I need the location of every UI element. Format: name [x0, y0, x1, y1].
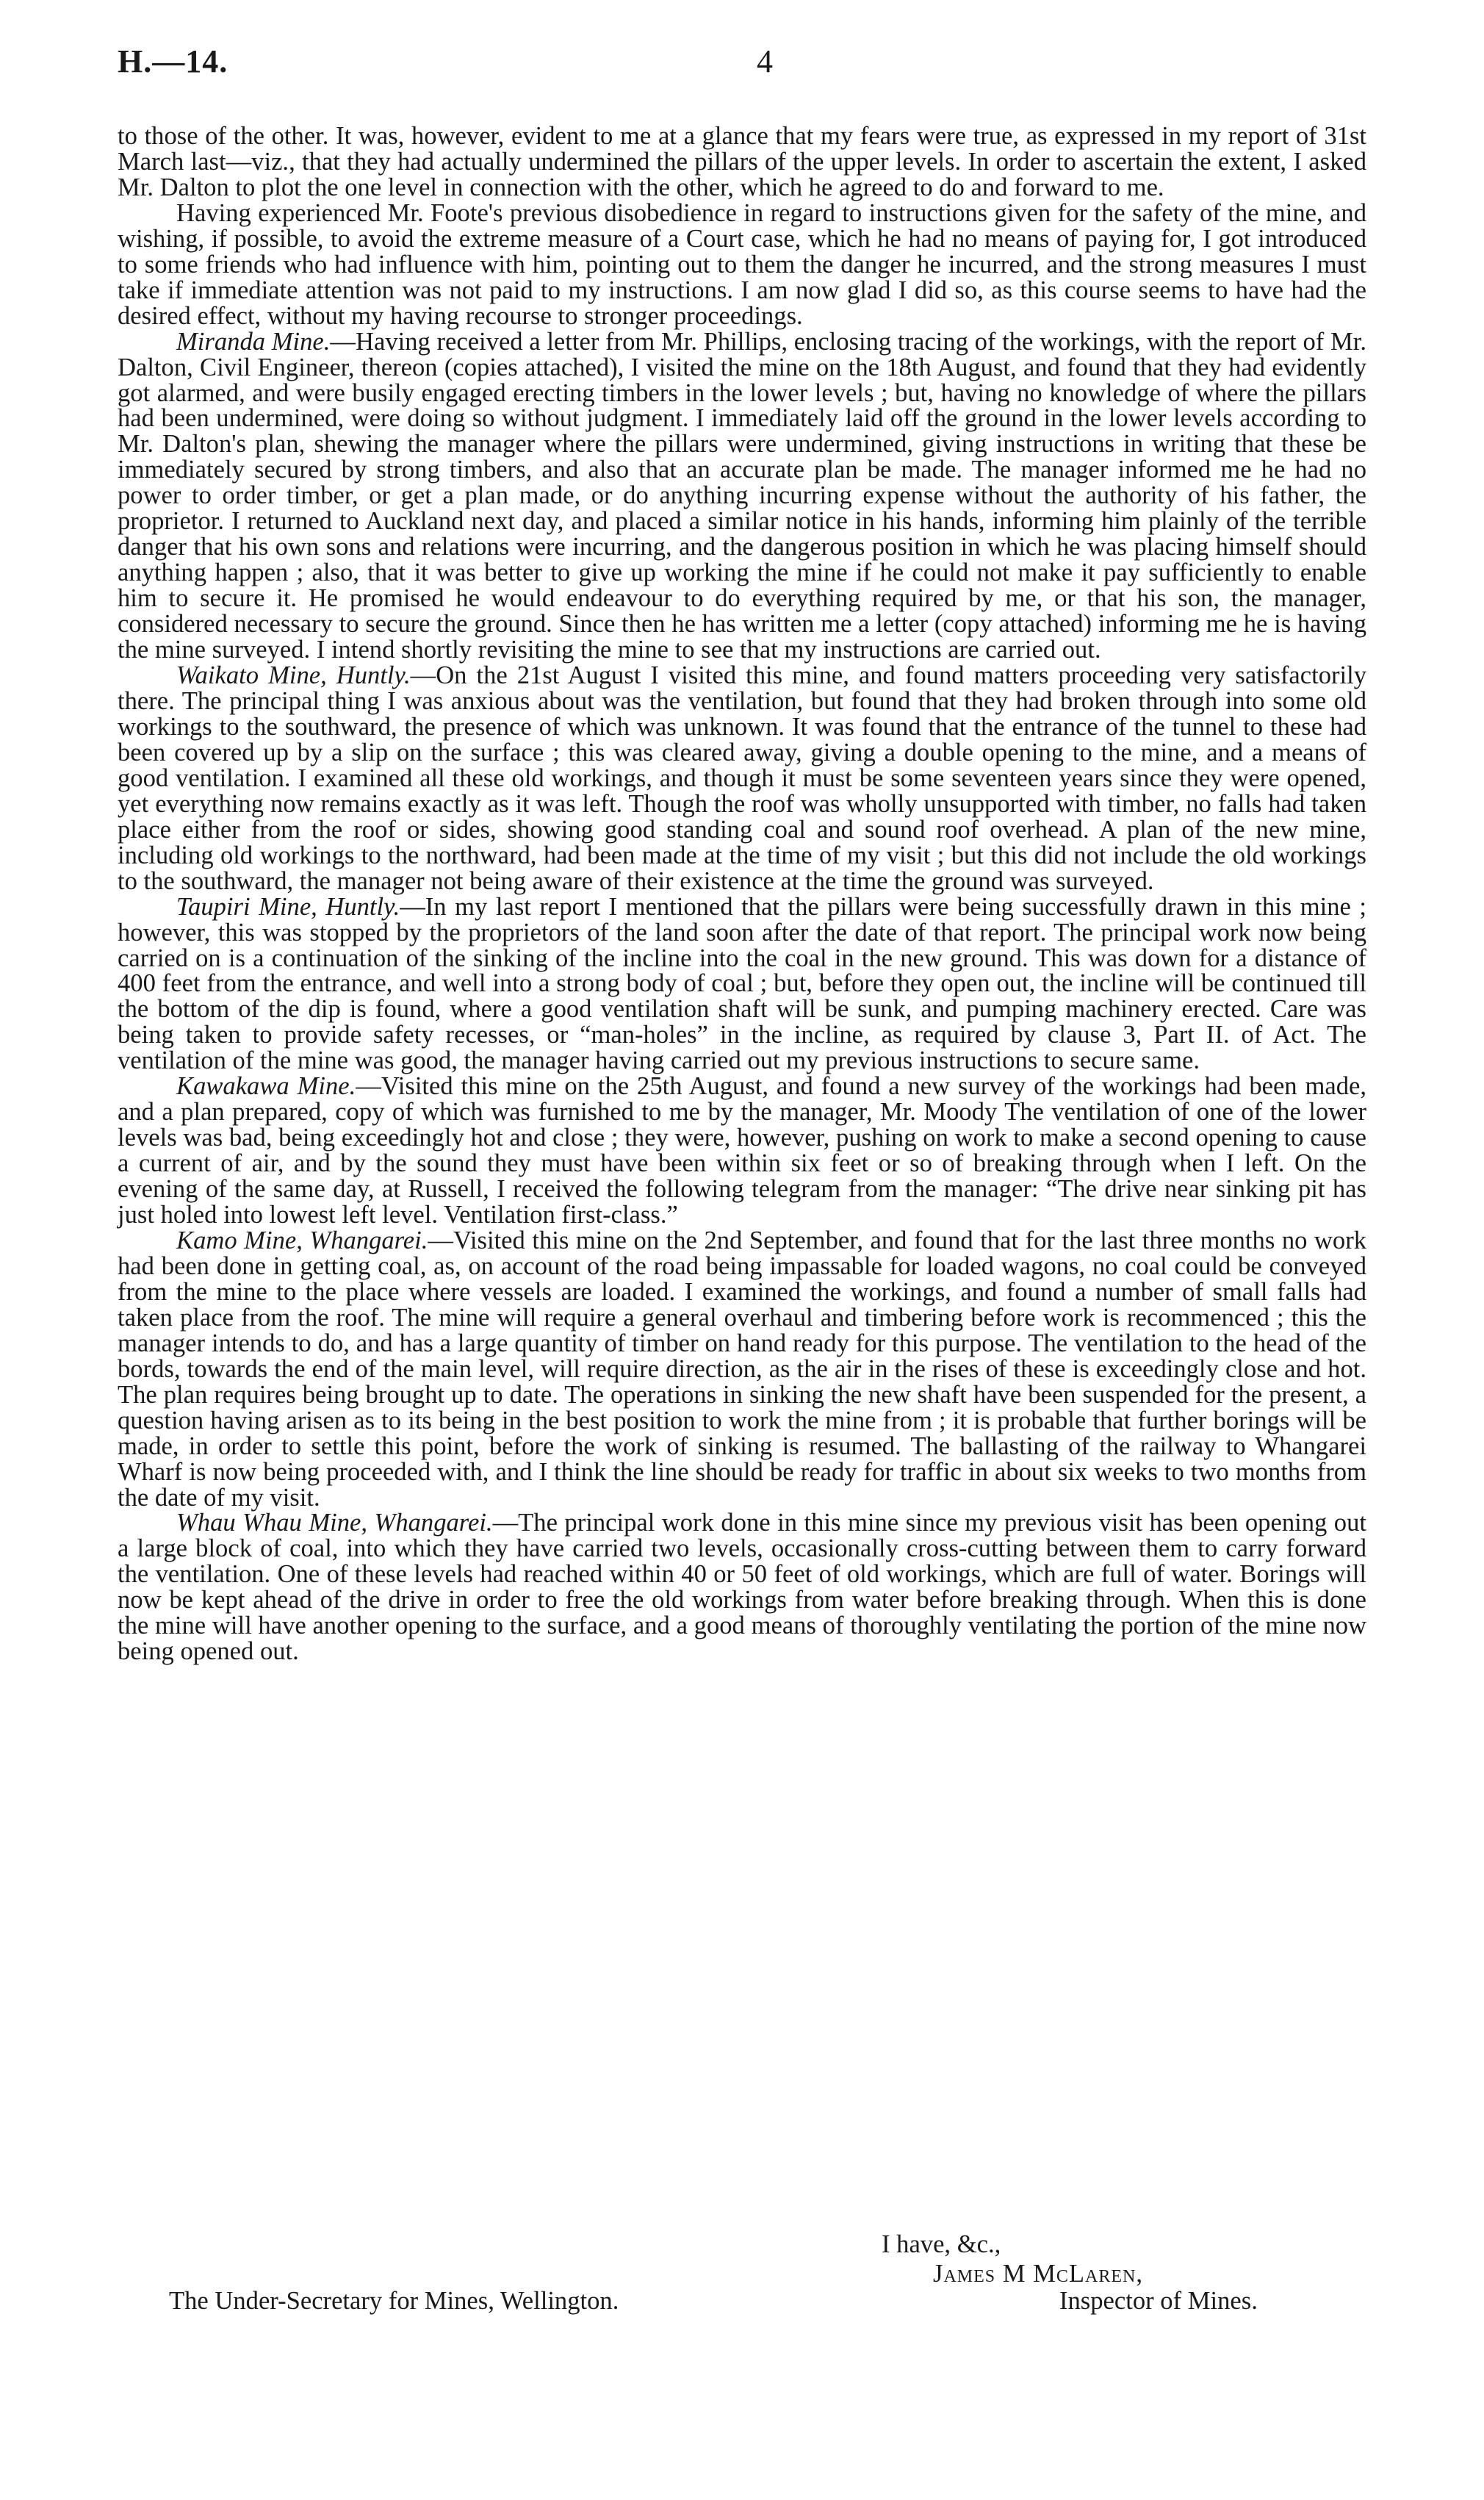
paragraph-text: —In my last report I mentioned that the pillars were being successfully drawn in this mine ; however, this was stopped by the proprietors of the land soon after the date of that report. The principal work now being carried on is a continuation of the sinking of the incline into the coal in the new ground. This was down for a distance of 400 feet from the entrance, and well into a strong body of coal ; but, before they open out, the incline will be continued till the bottom of the dip is found, where a good ventilation shaft will be sunk, and pumping machinery erected. Care was being taken to provide safety recesses, or “man-holes” in the incline, as required by clause 3, Part II. of Act. The ventilation of the mine was good, the manager having carried out my previous instructions to secure same.: [118, 892, 1367, 1075]
paragraph-waikato-mine: [118, 663, 1366, 894]
paragraph-text: —On the 21st August I visited this mine, and found matters proceeding very satisfactorily there. The principal thing I was anxious about was the ventilation, but found that they had broken through into some old workings to the southward, the presence of which was unknown. It was found that the entrance of the tunnel to these had been covered up by a slip on the surface ; this was cleared away, giving a double opening to the mine, and a means of good ventilation. I examined all these old workings, and though it must be some seventeen years since they were opened, yet everything now remains exactly as it was left. Though the roof was wholly unsupported with timber, no falls had taken place either from the roof or sides, showing good standing coal and sound roof overhead. A plan of the new mine, including old workings to the northward, had been made at the time of my visit ; but this did not include the old workings to the southward, the manager not being aware of their existence at the time the ground was surveyed.: [118, 661, 1366, 895]
paragraph-foote: [118, 198, 1366, 330]
signatory-title: Inspector of Mines.: [1059, 2287, 1258, 2315]
page-number: 4: [757, 43, 773, 79]
paragraph-text: to those of the other. It was, however, evident to me at a glance that my fears were true, as expressed in my report of 31st March last—viz., that they had actually undermined the pillars of the upper levels. In order to ascertain the extent, I asked Mr. Dalton to plot the one level in connection with the other, which he agreed to do and forward to me.: [118, 122, 1366, 201]
signatory-name: James M McLaren,: [933, 2260, 1144, 2288]
paragraph-continuation: [118, 123, 1366, 201]
mine-heading: Kawakawa Mine.: [176, 1072, 356, 1101]
mine-heading: Waikato Mine, Huntly.: [176, 661, 411, 690]
mine-heading: Kamo Mine, Whangarei.: [176, 1226, 428, 1254]
page-header: [118, 43, 1366, 87]
mine-heading: Taupiri Mine, Huntly.: [176, 892, 400, 921]
paragraph-text: —Visited this mine on the 25th August, and found a new survey of the workings had been made, and a plan prepared, copy of which was furnished to me by the manager, Mr. Moody The ventilation of one of the lower levels was bad, being exceedingly hot and close ; they were, however, pushing on work to make a second opening to cause a current of air, and by the sound they must have been within six feet or so of breaking through when I left. On the evening of the same day, at Russell, I received the following telegram from the manager: “The drive near sinking pit has just holed into lowest left level. Ventilation first-class.”: [118, 1072, 1367, 1229]
paragraph-taupiri-mine: [118, 894, 1366, 1074]
document-reference: H.—14.: [118, 43, 228, 79]
paragraph-text: —Visited this mine on the 2nd September, and found that for the last three months no work had been done in getting coal, as, on account of the road being impassable for loaded wagons, no coal could be conveyed from the mine to the place where vessels are loaded. I examined the workings, and found a number of small falls had taken place from the roof. The mine will require a general overhaul and timbering before work is recommenced ; this the manager intends to do, and has a large quantity of timber on hand ready for this purpose. The ventilation to the head of the bords, towards the end of the main level, will require direction, as the air in the rises of these is exceedingly close and hot. The plan requires being brought up to date. The operations in sinking the new shaft have been suspended for the present, a question having arisen as to its being in the best position to work the mine from ; it is probable that further borings will be made, in order to settle this point, before the work of sinking is resumed. The ballasting of the railway to Whangarei Wharf is now being proceeded with, and I think the line should be ready for traffic in about six weeks to two months from the date of my visit.: [118, 1226, 1366, 1512]
closing-phrase: I have, &c.,: [882, 2230, 1001, 2258]
paragraph-kamo-mine: [118, 1228, 1366, 1510]
paragraph-whau-whau-mine: [118, 1510, 1366, 1664]
paragraph-text: —The principal work done in this mine since my previous visit has been opening out a large block of coal, into which they have carried two levels, occasionally cross-cutting between them to carry forward the ventilation. One of these levels had reached within 40 or 50 feet of old workings, which are full of water. Borings will now be kept ahead of the drive in order to free the old workings from water before breaking through. When this is done the mine will have another opening to the surface, and a good means of thoroughly ventilating the portion of the mine now being opened out.: [118, 1509, 1366, 1666]
recipient-line: The Under-Secretary for Mines, Wellington.: [169, 2287, 619, 2315]
paragraph-text: Having experienced Mr. Foote's previous disobedience in regard to instructions given for the safety of the mine, and wishing, if possible, to avoid the extreme measure of a Court case, which he had no means of paying for, I got introduced to some friends who had influence with him, pointing out to them the danger he incurred, and the strong measures I must take if immediate attention was not paid to my instructions. I am now glad I did so, as this course seems to have had the desired effect, without my having recourse to stronger proceedings.: [118, 198, 1366, 330]
mine-heading: Whau Whau Mine, Whangarei.: [176, 1509, 493, 1537]
mine-heading: Miranda Mine.: [176, 327, 331, 356]
paragraph-kawakawa-mine: [118, 1074, 1366, 1228]
paragraph-miranda-mine: [118, 329, 1366, 663]
report-body: [118, 123, 1366, 1664]
paragraph-text: —Having received a letter from Mr. Phillips, enclosing tracing of the workings, with the report of Mr. Dalton, Civil Engineer, thereon (copies attached), I visited the mine on the 18th August, and found that they had evidently got alarmed, and were busily engaged erecting timbers in the lower levels ; but, having no knowledge of where the pillars had been undermined, were doing so without judgment. I immediately laid off the ground in the lower levels according to Mr. Dalton's plan, shewing the manager where the pillars were undermined, giving instructions in writing that these be immediately secured by strong timbers, and also that an accurate plan be made. The manager informed me he had no power to order timber, or get a plan made, or do anything incurring expense without the authority of his father, the proprietor. I returned to Auckland next day, and placed a similar notice in his hands, informing him plainly of the terrible danger that his own sons and relations were incurring, and the dangerous position in which he was placing himself should anything happen ; also, that it was better to give up working the mine if he could not make it pay sufficiently to enable him to secure it. He promised he would endeavour to do everything required by me, or that his son, the manager, considered necessary to secure the ground. Since then he has written me a letter (copy attached) informing me he is having the mine surveyed. I intend shortly revisiting the mine to see that my instructions are carried out.: [118, 327, 1366, 664]
